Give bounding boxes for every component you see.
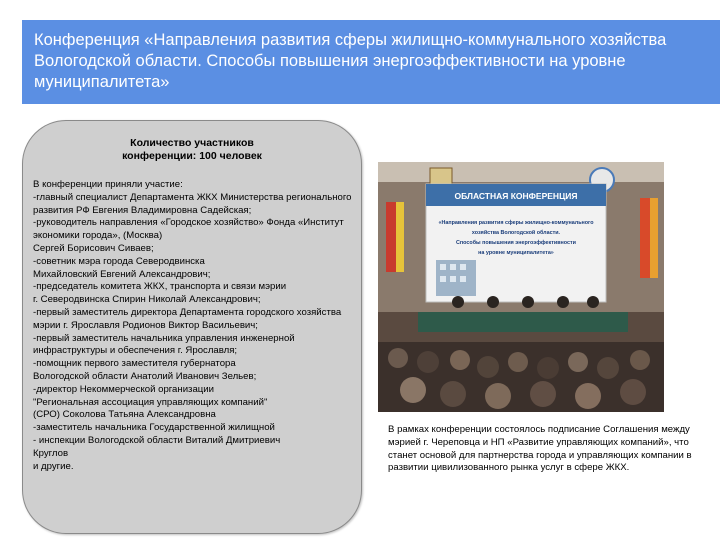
participants-panel: [22, 120, 362, 534]
photo-caption: В рамках конференции состоялось подписание Соглашения между мэрией г. Череповца и НП «Развитие управляющих компаний», что станет основой для партнерства города и управляющих компании в развитии цивилизованного рынка услуг в сфере ЖКХ.: [388, 424, 692, 474]
title-banner: [22, 20, 720, 104]
screen-subtitle-1: «Направления развития сферы жилищно-коммунального: [438, 220, 594, 226]
conference-photo: [378, 162, 664, 412]
heading-line-1: Количество участников: [130, 137, 254, 149]
screen-subtitle-3: Способы повышения энергоэффективности: [456, 240, 576, 246]
page-title: Конференция «Направления развития сферы жилищно-коммунального хозяйства Вологодской области. Способы повышения энергоэффективности на уровне муниципалитета»: [34, 31, 667, 91]
participants-count-heading: [23, 137, 361, 163]
screen-subtitle-4: на уровне муниципалитета»: [478, 250, 554, 256]
participants-list: В конференции приняли участие: -главный специалист Департамента ЖКХ Министерства регионального развития РФ Евгения Владимировна Садейская; -руководитель направления «Городское хозяйство» Фонда «Институт экономики города», (Москва) Сергей Борисович Сиваев; -советник мэра города Северодвинска Михайловский Евгений Александрович; -председатель комитета ЖКХ, транспорта и связи мэрии г. Северодвинска Спирин Николай Александрович; -первый заместитель директора Департамента городского хозяйства мэрии г. Ярославля Родионов Виктор Васильевич; -первый заместитель начальника управления инженерной инфраструктуры и обеспечения г. Ярославля; -помощник первого заместителя губернатора Вологодской области Анатолий Иванович Зельев; -директор Некоммерческой организации "Региональная ассоциация управляющих компаний" (СРО) Соколова Татьяна Александровна -заместитель начальника Государственной жилищной - инспекции Вологодской области Виталий Дмитриевич Круглов и другие.: [33, 179, 352, 472]
screen-title: ОБЛАСТНАЯ КОНФЕРЕНЦИЯ: [454, 191, 578, 201]
heading-line-2: конференции: 100 человек: [122, 150, 262, 162]
screen-subtitle-2: хозяйства Вологодской области.: [471, 230, 561, 236]
